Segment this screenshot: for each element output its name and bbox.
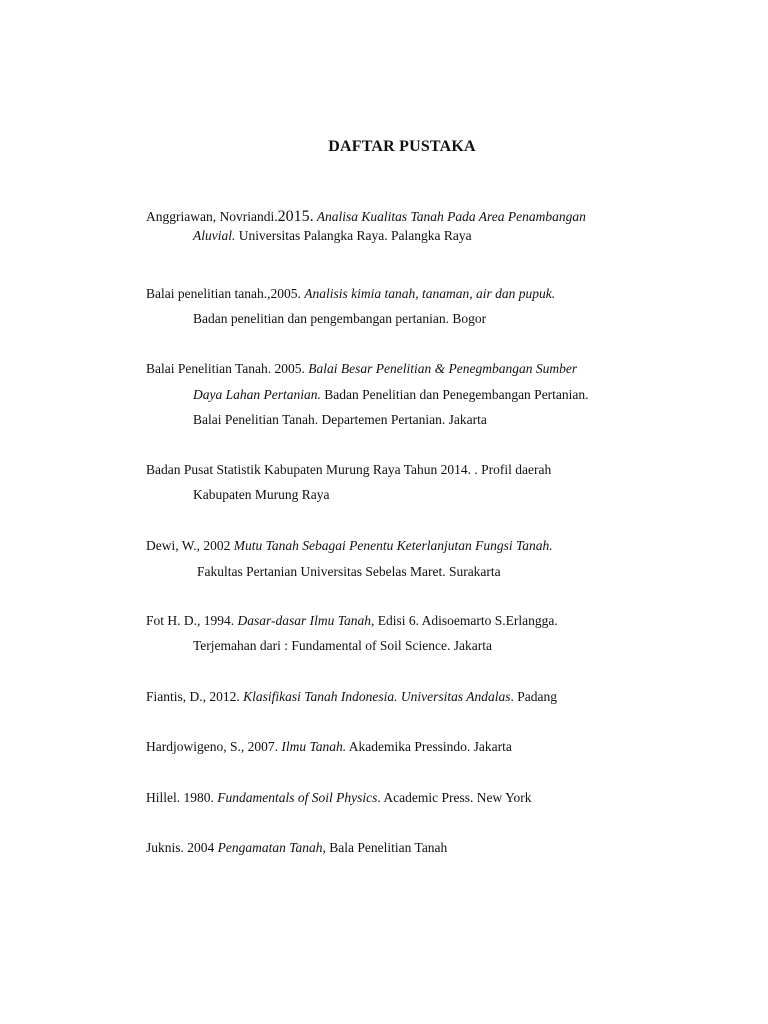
- reference-line: Fakultas Pertanian Universitas Sebelas Maret. Surakarta: [197, 564, 501, 579]
- reference-line: Juknis. 2004 Pengamatan Tanah, Bala Penelitian Tanah: [146, 840, 448, 855]
- reference-line: Badan penelitian dan pengembangan pertanian. Bogor: [193, 311, 487, 326]
- reference-line: Balai Penelitian Tanah. 2005. Balai Besar Penelitian & Penegmbangan Sumber: [146, 361, 578, 376]
- reference-line: Badan Pusat Statistik Kabupaten Murung Raya Tahun 2014. . Profil daerah: [146, 462, 552, 477]
- reference-line: Anggriawan, Novriandi.2015. Analisa Kualitas Tanah Pada Area Penambangan: [146, 208, 586, 225]
- reference-line: Daya Lahan Pertanian. Badan Penelitian dan Penegembangan Pertanian.: [193, 387, 589, 402]
- reference-line: Dewi, W., 2002 Mutu Tanah Sebagai Penentu Keterlanjutan Fungsi Tanah.: [146, 538, 553, 553]
- reference-line: Hillel. 1980. Fundamentals of Soil Physics. Academic Press. New York: [146, 790, 532, 805]
- reference-line: Hardjowigeno, S., 2007. Ilmu Tanah. Akademika Pressindo. Jakarta: [146, 739, 512, 754]
- reference-line: Balai penelitian tanah.,2005. Analisis kimia tanah, tanaman, air dan pupuk.: [146, 286, 556, 301]
- reference-line: Terjemahan dari : Fundamental of Soil Science. Jakarta: [193, 638, 492, 653]
- reference-line: Kabupaten Murung Raya: [193, 487, 330, 502]
- reference-line: Balai Penelitian Tanah. Departemen Pertanian. Jakarta: [193, 412, 487, 427]
- reference-line: Aluvial. Universitas Palangka Raya. Palangka Raya: [193, 228, 472, 243]
- page-title: DAFTAR PUSTAKA: [328, 138, 476, 155]
- reference-line: Fiantis, D., 2012. Klasifikasi Tanah Indonesia. Universitas Andalas. Padang: [146, 689, 558, 704]
- reference-line: Fot H. D., 1994. Dasar-dasar Ilmu Tanah, Edisi 6. Adisoemarto S.Erlangga.: [146, 613, 558, 628]
